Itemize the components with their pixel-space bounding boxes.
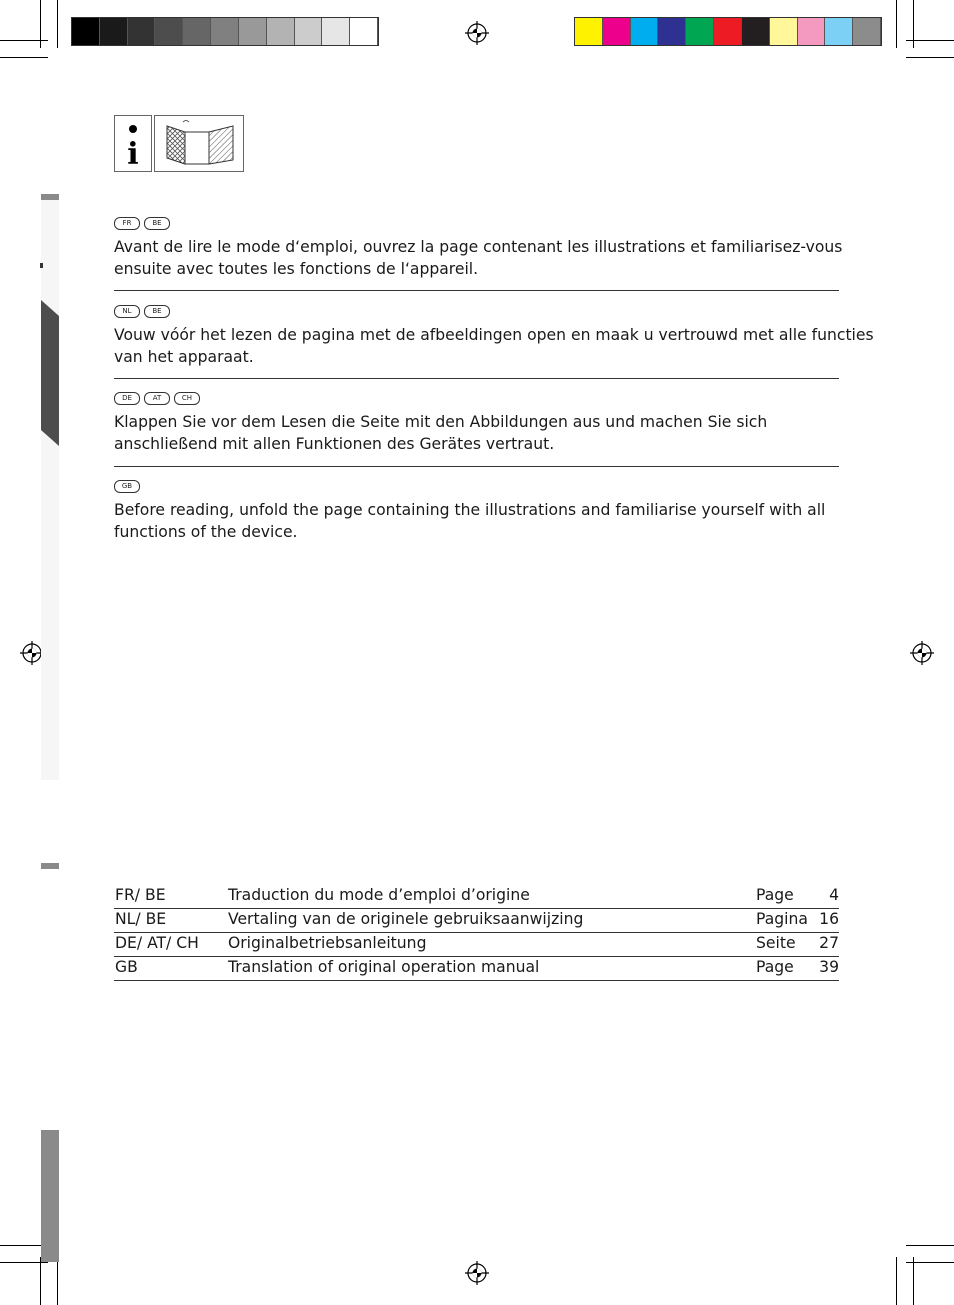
crop-mark xyxy=(906,57,954,58)
grayscale-color-bar xyxy=(71,17,379,46)
side-dot xyxy=(40,263,43,268)
color-swatch xyxy=(825,18,853,45)
color-swatch xyxy=(798,18,826,45)
toc-language-code: FR/ BE xyxy=(115,886,166,904)
side-tab-bottom xyxy=(41,1130,59,1262)
language-badge: BE xyxy=(144,305,170,318)
toc-language-code: NL/ BE xyxy=(115,910,167,928)
language-section xyxy=(114,216,874,280)
toc-page-number: 39 xyxy=(819,958,839,976)
side-tab-mid xyxy=(41,863,59,869)
language-badge: FR xyxy=(114,217,140,230)
crop-mark xyxy=(913,1257,914,1305)
registration-mark-icon xyxy=(465,21,489,45)
language-section xyxy=(114,304,874,368)
crop-mark xyxy=(0,57,48,58)
toc-page-label: Page xyxy=(756,958,794,976)
color-swatch xyxy=(100,18,128,45)
table-of-contents xyxy=(114,885,839,981)
toc-row xyxy=(114,957,839,981)
crop-mark xyxy=(40,0,41,48)
info-letter: i xyxy=(127,137,139,171)
crop-mark xyxy=(57,1257,58,1305)
instruction-text: Klappen Sie vor dem Lesen die Seite mit den Abbildungen aus und machen Sie sich anschließend mit allen Funktionen des Gerätes vertraut. xyxy=(114,413,768,453)
color-swatch xyxy=(155,18,183,45)
fold-out-page-icon xyxy=(154,115,244,172)
color-swatch xyxy=(742,18,770,45)
language-badges xyxy=(114,304,874,318)
color-swatch xyxy=(603,18,631,45)
toc-page-label: Page xyxy=(756,886,794,904)
color-swatch xyxy=(853,18,881,45)
toc-page-number: 4 xyxy=(829,886,839,904)
toc-row xyxy=(114,909,839,933)
toc-page-number: 27 xyxy=(819,934,839,952)
registration-mark-icon xyxy=(910,641,934,665)
crop-mark xyxy=(913,0,914,48)
color-swatch xyxy=(631,18,659,45)
language-badge: CH xyxy=(174,392,200,405)
toc-title: Traduction du mode d’emploi d’origine xyxy=(228,886,530,904)
crop-mark xyxy=(57,0,58,48)
toc-language-code: GB xyxy=(115,958,138,976)
language-badge: BE xyxy=(144,217,170,230)
language-badge: DE xyxy=(114,392,140,405)
toc-title: Translation of original operation manual xyxy=(228,958,540,976)
toc-page-label: Pagina xyxy=(756,910,808,928)
process-color-bar xyxy=(574,17,882,46)
color-swatch xyxy=(322,18,350,45)
language-section xyxy=(114,479,874,543)
language-badge: AT xyxy=(144,392,170,405)
language-badges xyxy=(114,479,874,493)
color-swatch xyxy=(239,18,267,45)
color-swatch xyxy=(770,18,798,45)
divider xyxy=(114,290,839,291)
color-swatch xyxy=(72,18,100,45)
toc-title: Originalbetriebsanleitung xyxy=(228,934,427,952)
toc-row xyxy=(114,933,839,957)
color-swatch xyxy=(183,18,211,45)
info-icon xyxy=(114,115,152,172)
instruction-text: Avant de lire le mode d‘emploi, ouvrez la page contenant les illustrations et familiarisez-vous ensuite avec toutes les fonctions de l‘appareil. xyxy=(114,238,843,278)
color-swatch xyxy=(350,18,378,45)
color-swatch xyxy=(714,18,742,45)
toc-title: Vertaling van de originele gebruiksaanwijzing xyxy=(228,910,584,928)
language-badge: NL xyxy=(114,305,140,318)
toc-page-number: 16 xyxy=(819,910,839,928)
crop-mark xyxy=(896,1257,897,1305)
language-badges xyxy=(114,391,874,405)
divider xyxy=(114,466,839,467)
color-swatch xyxy=(211,18,239,45)
toc-row xyxy=(114,885,839,909)
side-tab-marker xyxy=(41,300,59,446)
color-swatch xyxy=(686,18,714,45)
color-swatch xyxy=(128,18,156,45)
crop-mark xyxy=(40,1257,41,1305)
color-swatch xyxy=(658,18,686,45)
color-swatch xyxy=(575,18,603,45)
instruction-text: Vouw vóór het lezen de pagina met de afbeeldingen open en maak u vertrouwd met alle functies van het apparaat. xyxy=(114,326,874,366)
language-section xyxy=(114,391,874,455)
color-swatch xyxy=(267,18,295,45)
language-badge: GB xyxy=(114,480,140,493)
registration-mark-icon xyxy=(465,1261,489,1285)
side-tab-fade xyxy=(41,200,59,780)
crop-mark xyxy=(896,0,897,48)
toc-page-label: Seite xyxy=(756,934,796,952)
color-swatch xyxy=(295,18,323,45)
crop-mark xyxy=(906,1245,954,1246)
divider xyxy=(114,378,839,379)
language-badges xyxy=(114,216,874,230)
toc-language-code: DE/ AT/ CH xyxy=(115,934,199,952)
instruction-text: Before reading, unfold the page containing the illustrations and familiarise yourself with all functions of the device. xyxy=(114,501,826,541)
